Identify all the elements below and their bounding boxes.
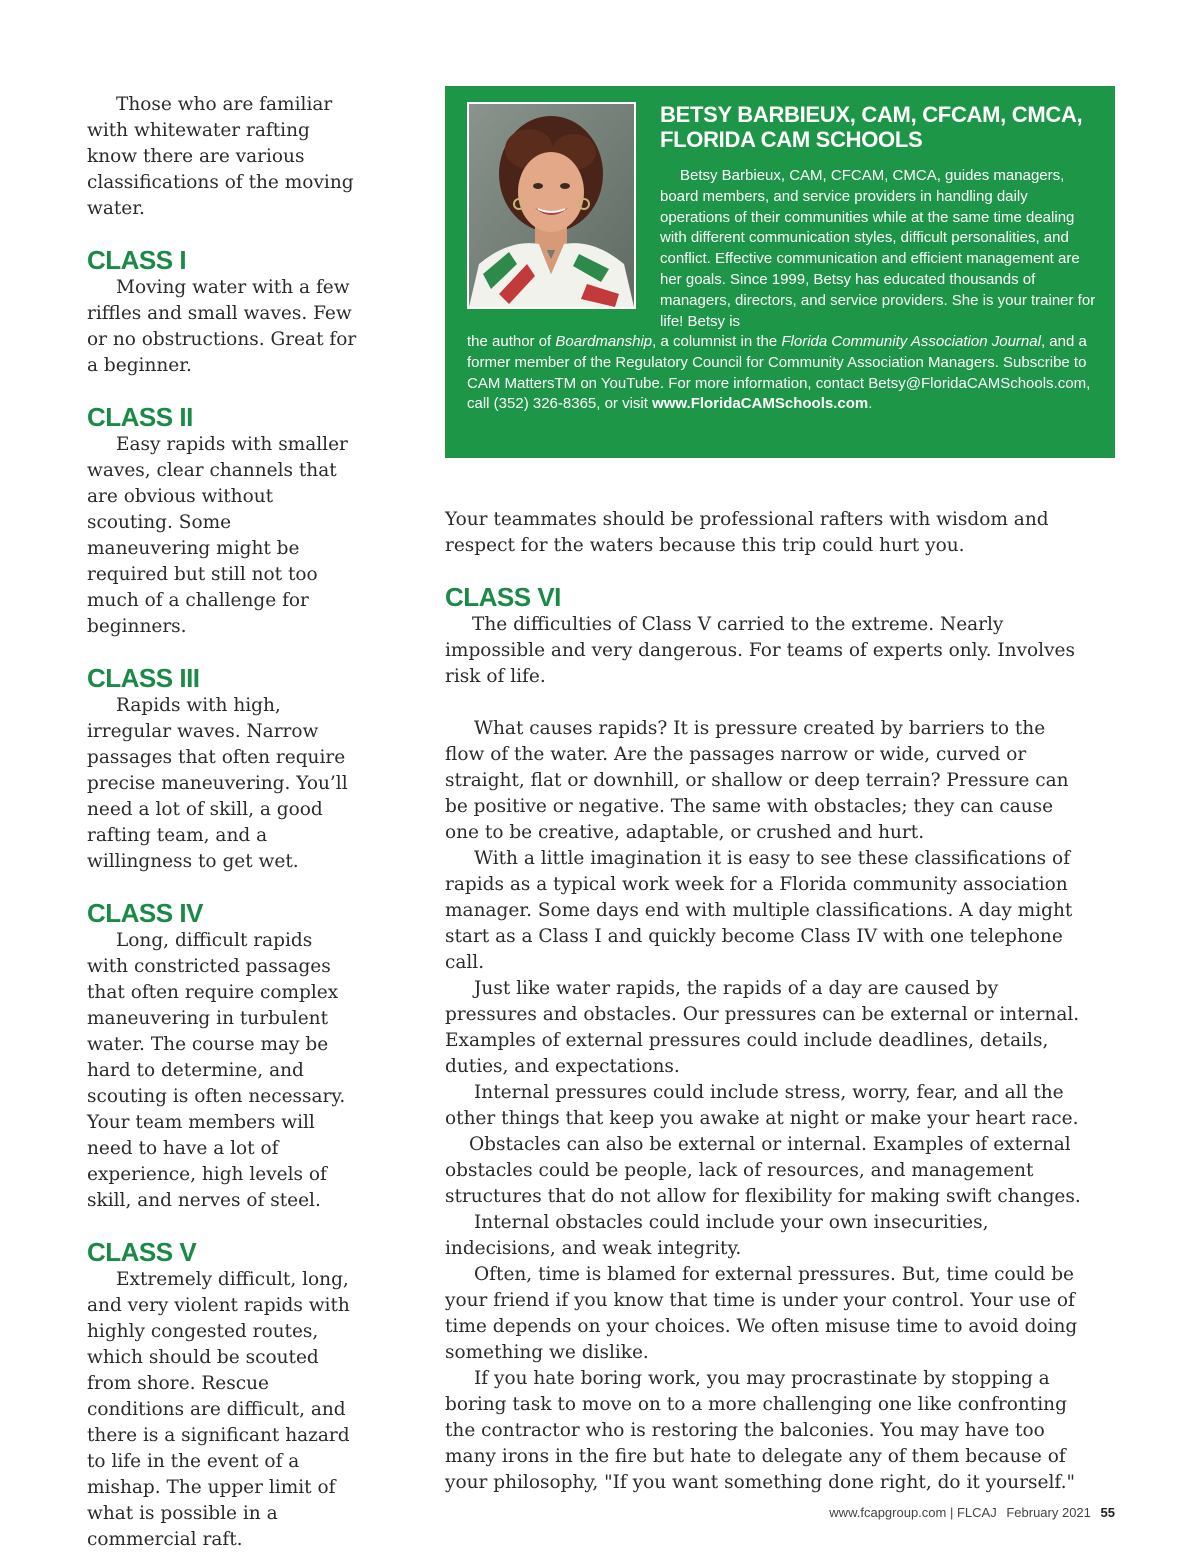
author-bio-box [445,86,1115,458]
intro-paragraph: Those who are familiar with whitewater rafting know there are various classifications of the moving water. [87,94,354,219]
body-paragraph: Internal pressures could include stress, worry, fear, and all the other things that keep you awake at night or make your heart race. [445,1082,1079,1129]
class-2-heading: CLASS II [87,402,193,432]
footer-publication: FLCAJ [956,1505,997,1520]
footer-date: February 2021 [1006,1505,1091,1520]
author-bio-text-top: Betsy Barbieux, CAM, CFCAM, CMCA, guides managers, board members, and service providers in handling daily operations of their communities while at the same time dealing with different communication styles, difficult personalities, and conflict. Effective communication and efficient management are her goals. Since 1999, Betsy has educated thousands of managers, directors, and service providers. She is your trainer for life! Betsy is [660,167,1096,330]
right-column [445,507,1085,1496]
continuation-paragraph: Your teammates should be professional rafters with wisdom and respect for the waters because this trip could hurt you. [445,509,1049,556]
footer-divider: | [949,1505,957,1520]
author-portrait-image [469,104,634,307]
body-paragraph: Obstacles can also be external or internal. Examples of external obstacles could be people, lack of resources, and management structures that do not allow for flexibility for making swift changes. [445,1134,1081,1207]
class-5-heading: CLASS V [87,1237,197,1267]
body-paragraph: What causes rapids? It is pressure created by barriers to the flow of the water. Are the passages narrow or wide, curved or straight, flat or downhill, or shallow or deep terrain? Pressure can be positive or negative. The same with obstacles; they can cause one to be creative, adaptable, or crushed and hurt. [445,718,1069,843]
class-4-text: Long, difficult rapids with constricted passages that often require complex maneuvering in turbulent water. The course may be hard to determine, and scouting is often necessary. Your team members will need to have a lot of experience, high levels of skill, and nerves of steel. [87,930,346,1211]
class-6-heading: CLASS VI [445,582,561,612]
class-5-text: Extremely difficult, long, and very violent rapids with highly congested routes, which should be scouted from shore. Rescue conditions are difficult, and there is a significant hazard to life in the event of a mishap. The upper limit of what is possible in a commercial raft. [87,1269,350,1550]
bio-text-fragment: , and a former member of the Regulatory Council for Community Association Managers. Subscribe to CAM MattersTM on YouTube. For more information, contact Betsy@FloridaCAMSchools.com, call (352) 326-8365, or visit [467,333,1091,413]
page-footer [829,1505,1115,1520]
body-paragraph: With a little imagination it is easy to see these classifications of rapids as a typical work week for a Florida community association manager. Some days end with multiple classifications. A day might start as a Class I and quickly become Class IV with one telephone call. [445,848,1073,973]
left-column [87,92,359,1553]
class-4-heading: CLASS IV [87,898,203,928]
author-name-heading: BETSY BARBIEUX, CAM, CFCAM, CMCA, FLORIDA CAM SCHOOLS [660,102,1083,152]
body-paragraph: Internal obstacles could include your own insecurities, indecisions, and weak integrity. [445,1212,989,1259]
page-number: 55 [1100,1505,1115,1520]
class-6-text: The difficulties of Class V carried to the extreme. Nearly impossible and very dangerous. For teams of experts only. Involves risk of life. [445,614,1075,687]
body-paragraph: Often, time is blamed for external pressures. But, time could be your friend if you know that time is under your control. Your use of time depends on your choices. We often misuse time to avoid doing something we dislike. [445,1264,1078,1363]
body-paragraph: Just like water rapids, the rapids of a day are caused by pressures and obstacles. Our pressures can be external or internal. Examples of external pressures could include deadlines, details, duties, and expectations. [445,978,1080,1077]
book-title: Boardmanship [555,333,653,350]
bio-text-fragment: , a columnist in the [652,333,782,350]
journal-title: Florida Community Association Journal [781,333,1041,350]
author-photo [467,102,636,309]
class-1-heading: CLASS I [87,245,187,275]
author-bio-text-bottom [467,332,1103,415]
body-paragraph: If you hate boring work, you may procrastinate by stopping a boring task to move on to a more challenging one like confronting the contractor who is restoring the balconies. You may have too many irons in the fire but hate to delegate any of them because of your philosophy, "If you want something done right, do it yourself." [445,1368,1075,1493]
class-3-heading: CLASS III [87,663,200,693]
footer-site: www.fcapgroup.com [829,1505,947,1520]
bio-text-fragment: the author of [467,333,556,350]
bio-text-fragment: . [868,395,873,413]
website-link[interactable]: www.FloridaCAMSchools.com [652,395,869,413]
class-1-text: Moving water with a few riffles and small waves. Few or no obstructions. Great for a beginner. [87,277,357,376]
class-3-text: Rapids with high, irregular waves. Narrow passages that often require precise maneuvering. You’ll need a lot of skill, a good rafting team, and a willingness to get wet. [87,695,348,872]
class-2-text: Easy rapids with smaller waves, clear channels that are obvious without scouting. Some maneuvering might be required but still not too much of a challenge for beginners. [87,434,348,637]
